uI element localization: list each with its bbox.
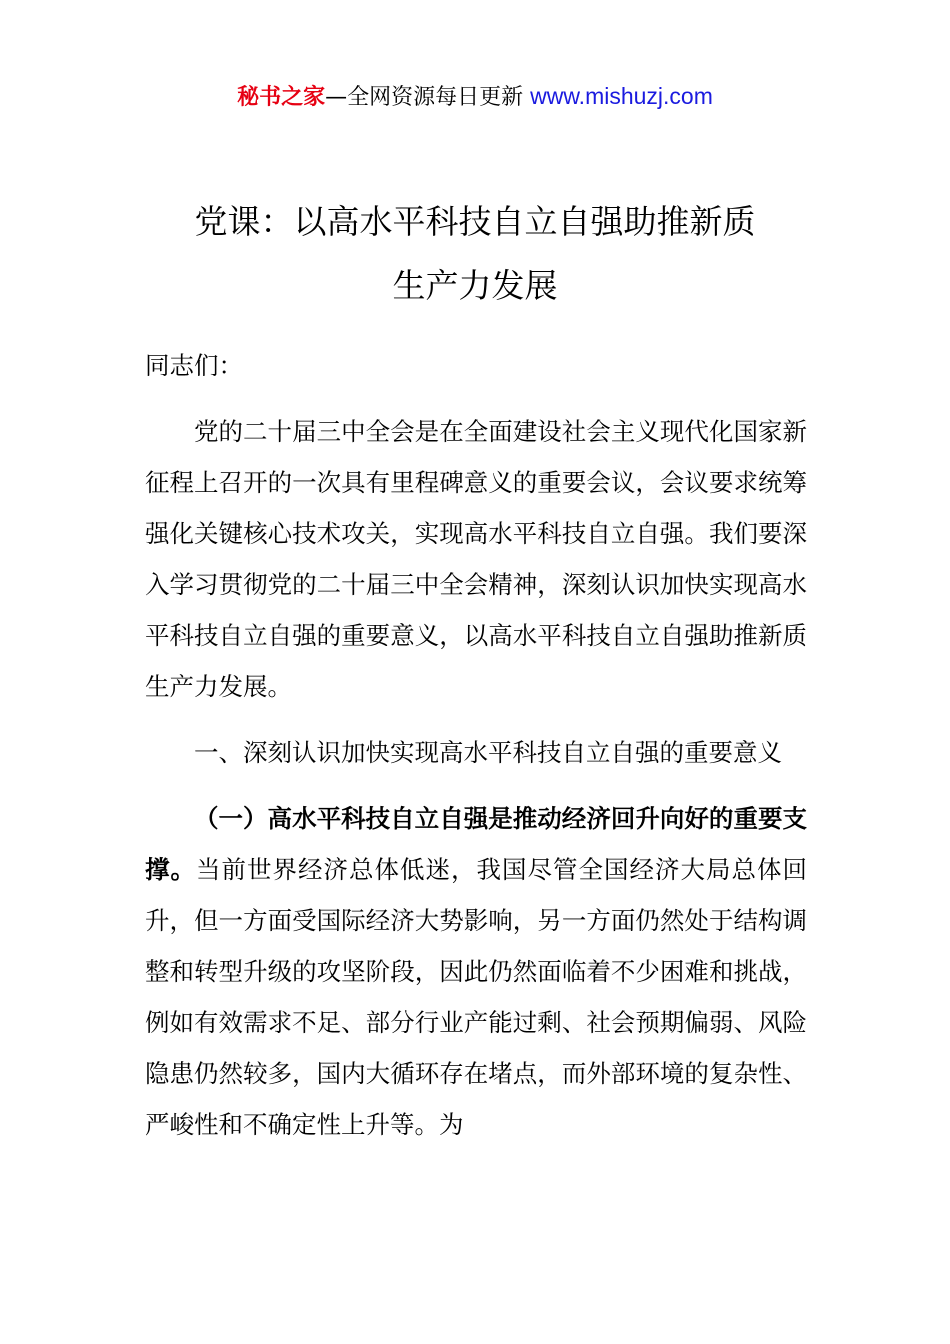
site-tagline: —全网资源每日更新 — [325, 85, 531, 110]
document-title — [140, 190, 810, 318]
title-line-1: 党课：以高水平科技自立自强助推新质 — [194, 202, 756, 241]
site-header — [0, 80, 950, 114]
section-heading-1: 一、深刻认识加快实现高水平科技自立自强的重要意义 — [194, 738, 782, 767]
paragraph-section-1-1 — [145, 793, 807, 1150]
paragraph-section-1-1-text: 当前世界经济总体低迷，我国尽管全国经济大局总体回升，但一方面受国际经济大势影响，另一方面仍然处于结构调整和转型升级的攻坚阶段，因此仍然面临着不少困难和挑战，例如有效需求不足、部分行业产能过剩、社会预期偏弱、风险隐患仍然较多，国内大循环存在堵点，而外部环境的复杂性、严峻性和不确定性上升等。为 — [145, 855, 807, 1139]
salutation: 同志们： — [145, 351, 243, 380]
site-brand: 秘书之家 — [237, 85, 326, 110]
title-line-2: 生产力发展 — [392, 266, 558, 305]
document-body — [145, 340, 807, 1150]
paragraph-intro: 党的二十届三中全会是在全面建设社会主义现代化国家新征程上召开的一次具有里程碑意义的重要会议，会议要求统筹强化关键核心技术攻关，实现高水平科技自立自强。我们要深入学习贯彻党的二十届三中全会精神，深刻认识加快实现高水平科技自立自强的重要意义，以高水平科技自立自强助推新质生产力发展。 — [145, 417, 807, 701]
site-url-link[interactable]: www.mishuzj.com — [530, 83, 713, 109]
subsection-heading-1: （一）高水平科技自立自强是推动经济回升向好的重要支撑。 — [145, 804, 807, 884]
